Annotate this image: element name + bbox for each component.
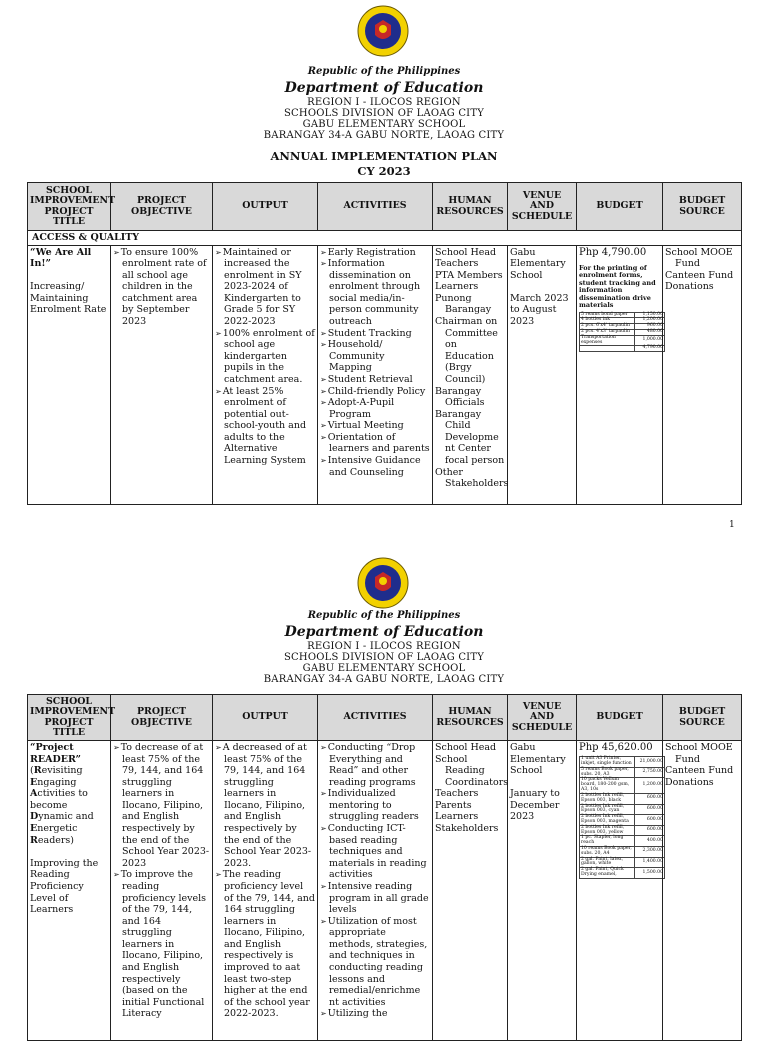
schedule: January to December 2023 — [510, 788, 560, 823]
hr-item: Parents — [435, 799, 472, 811]
budget-item: 4 bottles ink — [580, 318, 635, 324]
activity-item: ➢ Virtual Meeting — [320, 420, 430, 432]
budget-breakdown-table — [579, 756, 665, 879]
table-header-row — [28, 183, 742, 231]
acronym-line: Dynamic and — [30, 811, 94, 823]
objective-item: ➢ To ensure 100% enrolment rate of all school age children in the catchment area by September 2023 — [113, 247, 210, 328]
budget-item: 2 bottles Ink refill, Epson 003, black — [580, 793, 635, 804]
budget-amount: 1,500.00 — [635, 868, 665, 879]
hr-item: Learners — [435, 811, 479, 823]
project-subtitle: Improving the Reading Proficiency Level of Learners — [30, 857, 99, 916]
budget-source-cell — [663, 741, 742, 1041]
budget-row — [580, 868, 665, 879]
hr-item: Chairman on Committee on Education (Brgy Council) — [435, 316, 498, 385]
budget-item: 5 reams bond paper — [580, 312, 635, 318]
budget-row — [580, 836, 665, 847]
budget-amount: 21,000.00 — [635, 757, 665, 768]
project-title: “Project READER” — [30, 742, 82, 765]
activity-item: ➢ Conducting “Drop Everything and Read” and other reading programs — [320, 742, 430, 788]
budget-row — [580, 793, 665, 804]
budget-cell — [577, 741, 663, 1041]
output-cell — [213, 741, 318, 1041]
col-header: SCHOOL IMPROVEMENT PROJECT TITLE — [28, 183, 111, 231]
budget-amount: 2,750.00 — [635, 767, 665, 778]
venue-schedule-cell — [508, 245, 577, 504]
objective-cell — [111, 741, 213, 1041]
republic-line: Republic of the Philippines — [307, 66, 461, 77]
human-resources-cell — [433, 245, 508, 504]
activity-item: ➢ Adopt-A-Pupil Program — [320, 397, 430, 420]
budget-row — [580, 778, 665, 793]
acronym-line: Energetic — [30, 823, 78, 835]
col-header: OUTPUT — [213, 183, 318, 231]
budget-item — [580, 346, 635, 352]
hr-item: Barangay Child Developme nt Center focal person — [435, 408, 505, 466]
budget-amount: 1,200.00 — [635, 318, 665, 324]
budget-item: 2 bottles Ink refill, Epson 003, yellow — [580, 825, 635, 836]
budget-breakdown-table — [579, 312, 665, 353]
hr-item: School Reading Coordinators — [435, 753, 509, 788]
col-header: PROJECT OBJECTIVE — [111, 183, 213, 231]
output-item: ➢ Maintained or increased the enrolment in SY 2023-2024 of Kindergarten to Grade 5 for SY 2022-2023 — [215, 247, 315, 328]
hr-item: Punong Barangay — [435, 292, 492, 316]
region-line: REGION I - ILOCOS REGION — [307, 641, 461, 652]
activity-item: ➢ Intensive reading program in all grade levels — [320, 881, 430, 916]
hr-item: Teachers — [435, 258, 479, 270]
budget-amount: 1,000.00 — [635, 335, 665, 346]
activity-item: ➢ Utilizing the — [320, 1008, 430, 1020]
col-header: VENUE AND SCHEDULE — [508, 183, 577, 231]
address-line: BARANGAY 34-A GABU NORTE, LAOAG CITY — [263, 130, 505, 141]
budget-row — [580, 757, 665, 768]
budget-item: 2 gal. Paint, Quick Drying enamel, — [580, 868, 635, 879]
budget-amount: 480.00 — [635, 330, 665, 336]
department-name: Department of Education — [284, 624, 484, 640]
col-header: VENUE AND SCHEDULE — [508, 695, 577, 741]
budget-amount: 2,300.00 — [635, 847, 665, 858]
col-header: SCHOOL IMPROVEMENT PROJECT TITLE — [28, 695, 111, 741]
source-item: School MOOE Fund — [665, 742, 733, 765]
budget-note: For the printing of enrolment forms, student tracking and information dissemination drive materials — [579, 263, 656, 310]
budget-item: 1 unit A3 Printer, inkjet, single function — [580, 757, 635, 768]
budget-cell — [577, 245, 663, 504]
activity-item: ➢ Household/ Community Mapping — [320, 339, 430, 374]
budget-item: 2 bottles Ink refill, Epson 003, magenta — [580, 815, 635, 826]
budget-item: 2 bottles Ink refill, Epson 003, cyan — [580, 804, 635, 815]
school-line: GABU ELEMENTARY SCHOOL — [302, 663, 466, 674]
implementation-table-1 — [27, 182, 742, 505]
section-row — [28, 231, 742, 246]
budget-amount: 4,790.00 — [635, 346, 665, 352]
table-row — [28, 245, 742, 504]
hr-item: Teachers — [435, 788, 479, 800]
budget-row — [580, 815, 665, 826]
activity-item: ➢ Intensive Guidance and Counseling — [320, 455, 430, 478]
acronym-line: Readers) — [30, 834, 75, 846]
hr-item: Other Stakeholders — [435, 466, 509, 490]
objective-cell — [111, 245, 213, 504]
table-header-row — [28, 695, 742, 741]
budget-item: 10 packs Vellum board, 180-200 gsm, A3, 10s — [580, 778, 635, 793]
activity-item: ➢ Early Registration — [320, 247, 430, 259]
budget-amount: 600.00 — [635, 825, 665, 836]
output-item: ➢ The reading proficiency level of the 79, 144, and 164 struggling learners in Ilocano, Filipino, and English respectively is improved to aat least two-step higher at the end of the school year 2022-2023. — [215, 869, 315, 1020]
schedule: March 2023 to August 2023 — [510, 292, 569, 328]
budget-amount: 1,200.00 — [635, 778, 665, 793]
budget-amount: 1,150.00 — [635, 312, 665, 318]
republic-line: Republic of the Philippines — [307, 610, 461, 621]
hr-item: School Head — [435, 742, 497, 753]
budget-amount: 400.00 — [635, 836, 665, 847]
page-number: 1 — [729, 520, 735, 530]
activities-cell — [318, 245, 433, 504]
department-name: Department of Education — [284, 80, 484, 96]
acronym-line: Engaging — [30, 776, 77, 788]
division-line: SCHOOLS DIVISION OF LAOAG CITY — [284, 108, 484, 119]
plan-title: ANNUAL IMPLEMENTATION PLAN — [270, 149, 498, 163]
source-item: Canteen Fund — [665, 765, 734, 777]
school-line: GABU ELEMENTARY SCHOOL — [302, 119, 466, 130]
col-header: OUTPUT — [213, 695, 318, 741]
activity-item: ➢ Student Retrieval — [320, 374, 430, 386]
project-title-cell — [28, 741, 111, 1041]
division-line: SCHOOLS DIVISION OF LAOAG CITY — [284, 652, 484, 663]
budget-item: 2 pcs. 6'x4' tarpaulin — [580, 324, 635, 330]
budget-item: 2 gal. Paint, latex, gallon, white — [580, 857, 635, 868]
activities-cell — [318, 741, 433, 1041]
col-header: PROJECT OBJECTIVE — [111, 695, 213, 741]
activity-item: ➢ Information dissemination on enrolment through social media/in-person community outreach — [320, 258, 430, 327]
source-item: Donations — [665, 281, 714, 293]
budget-item: 1 pc. Stapler, long reach — [580, 836, 635, 847]
human-resources-cell — [433, 741, 508, 1041]
output-item: ➢ At least 25% enrolment of potential out-school-youth and adults to the Alternative Learning System — [215, 386, 315, 467]
deped-seal-icon — [357, 5, 409, 57]
section-label: ACCESS & QUALITY — [28, 231, 742, 246]
objective-item: ➢ To improve the reading proficiency levels of the 79, 144, and 164 struggling learners in Ilocano, Filipino, and English respectively (based on the initial Functional Literacy — [113, 869, 210, 1020]
objective-item: ➢ To decrease of at least 75% of the 79, 144, and 164 struggling learners in Ilocano, Filipino, and English respectively by the end of the School Year 2023-2023 — [113, 742, 210, 869]
table-row — [28, 741, 742, 1041]
plan-year: CY 2023 — [357, 164, 411, 178]
col-header: BUDGET — [577, 183, 663, 231]
col-header: BUDGET — [577, 695, 663, 741]
output-cell — [213, 245, 318, 504]
address-line: BARANGAY 34-A GABU NORTE, LAOAG CITY — [263, 674, 505, 685]
budget-row — [580, 847, 665, 858]
activity-item: ➢ Child-friendly Policy — [320, 386, 430, 398]
hr-item: Barangay Officials — [435, 385, 485, 409]
activity-item: ➢ Conducting ICT-based reading techniques and materials in reading activities — [320, 823, 430, 881]
source-item: School MOOE Fund — [665, 246, 733, 270]
budget-amount: 600.00 — [635, 815, 665, 826]
hr-item: Stakeholders — [435, 823, 499, 835]
venue: Gabu Elementary School — [510, 246, 566, 281]
col-header: BUDGET SOURCE — [663, 695, 742, 741]
project-subtitle: Increasing/ Maintaining Enrolment Rate — [30, 281, 107, 316]
budget-amount: 960.00 — [635, 324, 665, 330]
budget-source-cell — [663, 245, 742, 504]
venue-schedule-cell — [508, 741, 577, 1041]
budget-amount: 600.00 — [635, 804, 665, 815]
source-item: Canteen Fund — [665, 269, 734, 281]
output-item: ➢ 100% enrolment of school age kindergarten pupils in the catchment area. — [215, 328, 315, 386]
budget-amount: 1,400.00 — [635, 857, 665, 868]
source-item: Donations — [665, 776, 714, 788]
activity-item: ➢ Utilization of most appropriate methods, strategies, and techniques in conducting reading lessons and remedial/enrichme nt activities — [320, 916, 430, 1009]
budget-item: Transportation expenses — [580, 335, 635, 346]
budget-total: Php 4,790.00 — [579, 246, 647, 258]
budget-item: 5 reams Book paper, subs. 20, A3 — [580, 767, 635, 778]
col-header: ACTIVITIES — [318, 183, 433, 231]
col-header: HUMAN RESOURCES — [433, 183, 508, 231]
budget-total-row — [580, 346, 665, 352]
col-header: HUMAN RESOURCES — [433, 695, 508, 741]
output-item: ➢ A decreased of at least 75% of the 79, 144, and 164 struggling learners in Ilocano, Filipino, and English respectively by the end of the School Year 2023-2023. — [215, 742, 315, 869]
acronym-line: Activities to become — [30, 788, 88, 811]
activity-item: ➢ Orientation of learners and parents — [320, 432, 430, 455]
col-header: BUDGET SOURCE — [663, 183, 742, 231]
budget-item: 2 pcs. 4'x3' tarpaulin — [580, 330, 635, 336]
project-title: “We Are All In!” — [30, 246, 92, 270]
hr-item: School Head — [435, 246, 497, 258]
implementation-table-2 — [27, 694, 742, 1041]
activity-item: ➢ Individualized mentoring to struggling readers — [320, 788, 430, 823]
venue: Gabu Elementary School — [510, 742, 566, 777]
region-line: REGION I - ILOCOS REGION — [307, 97, 461, 108]
deped-seal-icon — [357, 557, 409, 609]
project-title-cell — [28, 245, 111, 504]
col-header: ACTIVITIES — [318, 695, 433, 741]
budget-amount: 600.00 — [635, 793, 665, 804]
budget-total: Php 45,620.00 — [579, 742, 653, 753]
acronym-line: (Revisiting — [30, 765, 83, 777]
budget-item: 10 reams Book paper, subs. 20, A4 — [580, 847, 635, 858]
hr-item: Learners — [435, 281, 479, 293]
activity-item: ➢ Student Tracking — [320, 328, 430, 340]
hr-item: PTA Members — [435, 269, 503, 281]
